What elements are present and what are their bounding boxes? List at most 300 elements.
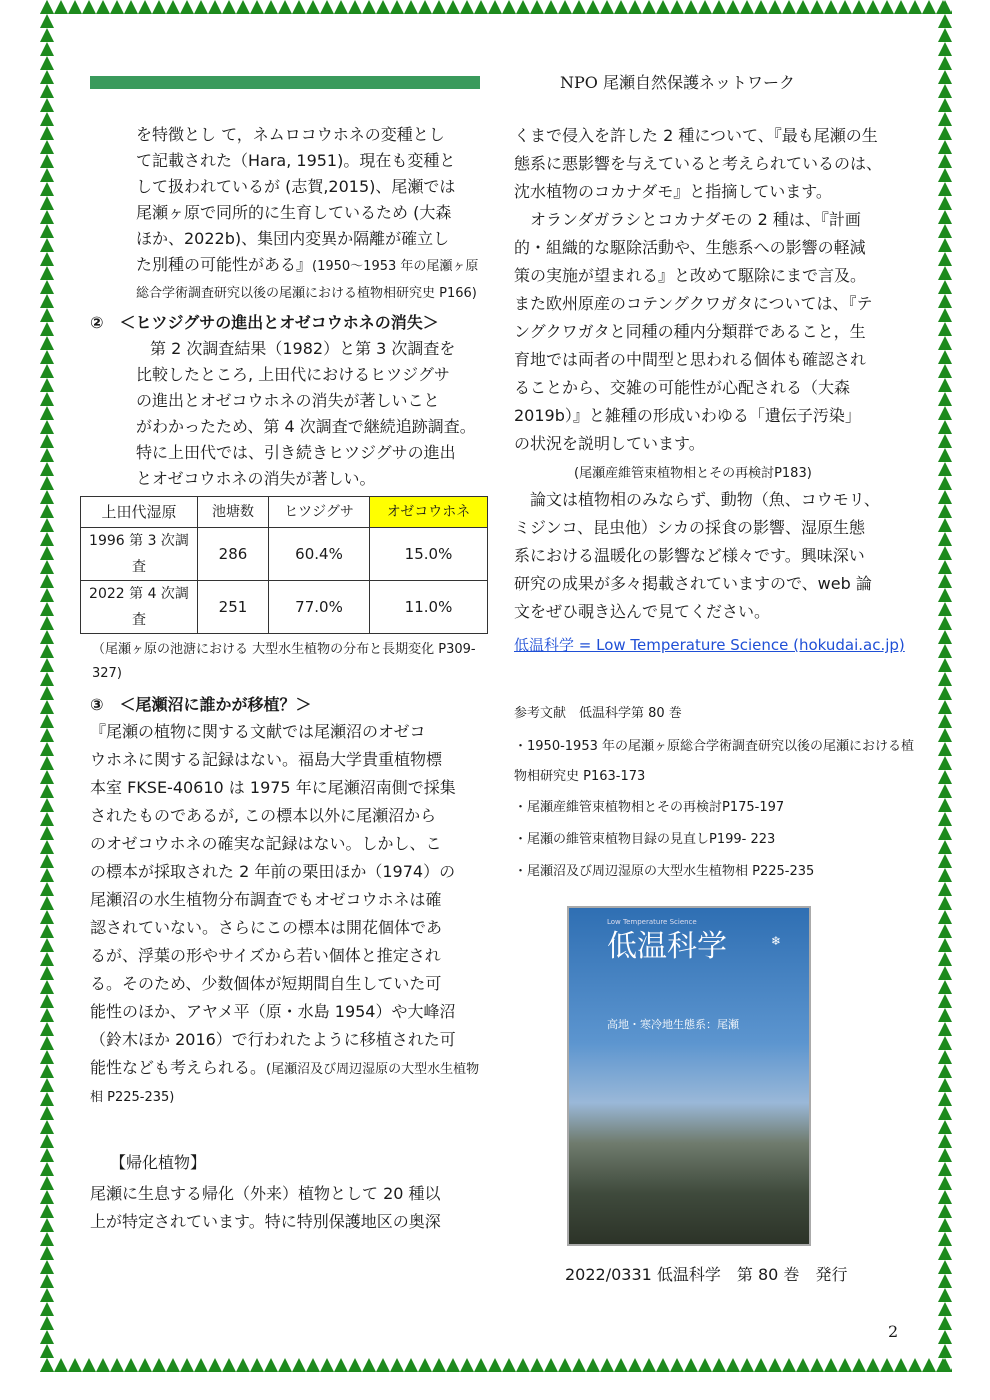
border-triangle	[320, 0, 334, 14]
border-triangle	[40, 1148, 54, 1162]
border-triangle	[938, 798, 952, 812]
border-triangle	[656, 1358, 670, 1372]
border-triangle	[40, 1064, 54, 1078]
border-triangle	[938, 1246, 952, 1260]
border-triangle	[600, 0, 614, 14]
border-triangle	[264, 1358, 278, 1372]
border-triangle	[40, 1358, 54, 1372]
border-triangle	[810, 0, 824, 14]
border-triangle	[938, 350, 952, 364]
border-triangle	[938, 826, 952, 840]
border-triangle	[558, 1358, 572, 1372]
border-triangle	[938, 742, 952, 756]
border-triangle	[40, 42, 54, 56]
border-triangle	[938, 182, 952, 196]
border-triangle	[362, 1358, 376, 1372]
left-p4: 尾瀬に生息する帰化（外来）植物として 20 種以 上が特定されています。特に特別保護地区の奥深	[90, 1184, 441, 1231]
border-triangle	[40, 168, 54, 182]
border-triangle	[938, 910, 952, 924]
border-triangle	[938, 560, 952, 574]
border-triangle	[502, 0, 516, 14]
list-item: ・尾瀬の維管束植物目録の見直しP199- 223	[514, 832, 776, 847]
border-triangle	[530, 0, 544, 14]
border-triangle	[938, 266, 952, 280]
border-triangle	[348, 1358, 362, 1372]
table-citation: （尾瀬ヶ原の池溏における 大型水生植物の分布と長期変化 P309-327)	[92, 642, 476, 681]
border-triangle	[40, 1330, 54, 1344]
border-triangle	[40, 560, 54, 574]
border-triangle	[938, 980, 952, 994]
border-triangle	[40, 784, 54, 798]
border-triangle	[446, 1358, 460, 1372]
border-triangle	[938, 1120, 952, 1134]
border-triangle	[138, 1358, 152, 1372]
border-triangle	[938, 126, 952, 140]
border-triangle	[938, 1036, 952, 1050]
border-triangle	[306, 1358, 320, 1372]
border-triangle	[40, 1036, 54, 1050]
border-triangle	[938, 0, 952, 14]
page-number: 2	[888, 1322, 899, 1341]
cover-english-title: Low Temperature Science	[607, 918, 697, 926]
border-triangle	[938, 1162, 952, 1176]
border-triangle	[938, 140, 952, 154]
border-triangle	[54, 0, 68, 14]
border-triangle	[908, 0, 922, 14]
border-triangle	[40, 378, 54, 392]
border-triangle	[908, 1358, 922, 1372]
border-triangle	[40, 1176, 54, 1190]
border-triangle	[544, 1358, 558, 1372]
section-heading-3: ③ ＜尾瀬沼に誰かが移植？＞	[90, 695, 312, 714]
border-triangle	[194, 1358, 208, 1372]
border-triangle	[938, 1358, 952, 1372]
border-triangle	[938, 1134, 952, 1148]
border-triangle	[880, 1358, 894, 1372]
border-triangle	[40, 70, 54, 84]
border-triangle	[938, 1050, 952, 1064]
border-triangle	[726, 1358, 740, 1372]
border-triangle	[40, 126, 54, 140]
border-triangle	[938, 1260, 952, 1274]
border-triangle	[40, 140, 54, 154]
border-triangle	[40, 1008, 54, 1022]
border-triangle	[40, 1344, 54, 1358]
border-triangle	[96, 1358, 110, 1372]
border-triangle	[40, 280, 54, 294]
border-triangle	[474, 1358, 488, 1372]
border-triangle	[938, 168, 952, 182]
border-triangle	[938, 728, 952, 742]
border-triangle	[40, 294, 54, 308]
border-triangle	[40, 84, 54, 98]
border-triangle	[938, 392, 952, 406]
top-border	[40, 0, 952, 14]
border-triangle	[40, 1120, 54, 1134]
border-triangle	[40, 224, 54, 238]
left-column	[90, 122, 490, 1236]
list-item: ・尾瀬産維管束植物相とその再検討P175-197	[514, 800, 785, 815]
references-title: 参考文献 低温科学第 80 巻	[514, 706, 682, 721]
border-triangle	[712, 1358, 726, 1372]
border-triangle	[938, 518, 952, 532]
border-triangle	[40, 574, 54, 588]
border-triangle	[938, 868, 952, 882]
border-triangle	[40, 966, 54, 980]
border-triangle	[642, 1358, 656, 1372]
survey-table	[80, 496, 488, 634]
border-triangle	[938, 364, 952, 378]
border-triangle	[938, 1190, 952, 1204]
border-triangle	[938, 840, 952, 854]
table-row: 2022 第 4 次調査 251 77.0% 11.0%	[81, 581, 488, 634]
border-triangle	[320, 1358, 334, 1372]
border-triangle	[40, 0, 54, 14]
border-triangle	[152, 1358, 166, 1372]
border-triangle	[938, 1302, 952, 1316]
border-triangle	[768, 0, 782, 14]
border-triangle	[938, 28, 952, 42]
border-triangle	[432, 0, 446, 14]
border-triangle	[40, 1316, 54, 1330]
border-triangle	[938, 1344, 952, 1358]
cover-title: 低温科学	[607, 929, 727, 964]
border-triangle	[628, 0, 642, 14]
border-triangle	[40, 896, 54, 910]
border-triangle	[938, 700, 952, 714]
border-triangle	[460, 0, 474, 14]
border-triangle	[938, 924, 952, 938]
border-triangle	[40, 1022, 54, 1036]
border-triangle	[938, 252, 952, 266]
border-triangle	[684, 1358, 698, 1372]
border-triangle	[418, 0, 432, 14]
border-triangle	[938, 98, 952, 112]
border-triangle	[938, 616, 952, 630]
border-triangle	[40, 952, 54, 966]
border-triangle	[922, 0, 936, 14]
border-triangle	[938, 154, 952, 168]
border-triangle	[40, 98, 54, 112]
border-triangle	[838, 1358, 852, 1372]
border-triangle	[40, 336, 54, 350]
border-triangle	[40, 196, 54, 210]
border-triangle	[938, 658, 952, 672]
border-triangle	[236, 0, 250, 14]
border-triangle	[474, 0, 488, 14]
border-triangle	[938, 336, 952, 350]
border-triangle	[938, 602, 952, 616]
border-triangle	[82, 0, 96, 14]
border-triangle	[586, 1358, 600, 1372]
border-triangle	[40, 28, 54, 42]
border-triangle	[110, 0, 124, 14]
border-triangle	[40, 448, 54, 462]
border-triangle	[938, 1288, 952, 1302]
border-triangle	[306, 0, 320, 14]
border-triangle	[938, 42, 952, 56]
header-org: NPO 尾瀬自然保護ネットワーク	[560, 73, 795, 92]
border-triangle	[40, 420, 54, 434]
border-triangle	[152, 0, 166, 14]
border-triangle	[40, 1232, 54, 1246]
border-triangle	[938, 1106, 952, 1120]
border-triangle	[40, 406, 54, 420]
cover-caption: 2022/0331 低温科学 第 80 巻 発行	[565, 1265, 848, 1284]
border-triangle	[40, 14, 54, 28]
border-triangle	[614, 1358, 628, 1372]
border-triangle	[938, 84, 952, 98]
border-triangle	[938, 812, 952, 826]
border-triangle	[558, 0, 572, 14]
border-triangle	[586, 0, 600, 14]
border-triangle	[824, 0, 838, 14]
border-triangle	[572, 1358, 586, 1372]
border-triangle	[40, 1302, 54, 1316]
border-triangle	[40, 392, 54, 406]
border-triangle	[180, 1358, 194, 1372]
border-triangle	[40, 1288, 54, 1302]
border-triangle	[194, 0, 208, 14]
border-triangle	[938, 56, 952, 70]
left-p2: 第 2 次調査結果（1982）と第 3 次調査を 比較したところ, 上田代におけるヒツジグサ の進出とオゼコウホネの消失が著しいこと がわかったため、第 4 次調査で継続追跡調査。 特に上田代では、引き続きヒツジグサの進出 とオゼコウホネの消失が著しい。	[136, 339, 476, 488]
border-triangle	[40, 910, 54, 924]
border-triangle	[390, 1358, 404, 1372]
border-triangle	[82, 1358, 96, 1372]
border-triangle	[684, 0, 698, 14]
border-triangle	[938, 378, 952, 392]
border-triangle	[938, 70, 952, 84]
border-triangle	[40, 672, 54, 686]
border-triangle	[110, 1358, 124, 1372]
border-triangle	[938, 672, 952, 686]
border-triangle	[938, 196, 952, 210]
border-triangle	[40, 840, 54, 854]
border-triangle	[796, 0, 810, 14]
border-triangle	[418, 1358, 432, 1372]
border-triangle	[40, 1218, 54, 1232]
border-triangle	[938, 224, 952, 238]
border-triangle	[40, 182, 54, 196]
border-triangle	[938, 476, 952, 490]
border-triangle	[938, 420, 952, 434]
border-triangle	[642, 0, 656, 14]
border-triangle	[40, 658, 54, 672]
border-triangle	[292, 0, 306, 14]
border-triangle	[938, 896, 952, 910]
border-triangle	[40, 308, 54, 322]
border-triangle	[838, 0, 852, 14]
section-heading-2: ② ＜ヒツジグサの進出とオゼコウホネの消失＞	[90, 313, 439, 332]
border-triangle	[516, 0, 530, 14]
border-triangle	[938, 882, 952, 896]
border-triangle	[54, 1358, 68, 1372]
border-triangle	[124, 1358, 138, 1372]
bottom-border	[40, 1358, 952, 1372]
right-border	[938, 0, 952, 1372]
border-triangle	[938, 322, 952, 336]
right-column	[514, 122, 914, 888]
border-triangle	[40, 1204, 54, 1218]
border-triangle	[938, 308, 952, 322]
border-triangle	[40, 994, 54, 1008]
border-triangle	[938, 1330, 952, 1344]
border-triangle	[40, 518, 54, 532]
border-triangle	[938, 938, 952, 952]
border-triangle	[40, 812, 54, 826]
border-triangle	[40, 1092, 54, 1106]
border-triangle	[796, 1358, 810, 1372]
border-triangle	[938, 294, 952, 308]
border-triangle	[40, 616, 54, 630]
border-triangle	[362, 0, 376, 14]
border-triangle	[922, 1358, 936, 1372]
border-triangle	[334, 1358, 348, 1372]
low-temperature-science-link[interactable]: 低温科学 = Low Temperature Science (hokudai.ac.jp)	[514, 636, 905, 654]
border-triangle	[40, 1190, 54, 1204]
border-triangle	[726, 0, 740, 14]
border-triangle	[68, 1358, 82, 1372]
border-triangle	[938, 448, 952, 462]
left-p3: 『尾瀬の植物に関する文献では尾瀬沼のオゼコ ウホネに関する記録はない。福島大学貴重植物標 本室 FKSE-40610 は 1975 年に尾瀬沼南側で採集 されたものであるが, この標本以外に尾瀬沼から のオゼコウホネの確実な記録はない。しかし、こ の標本が採取された 2 年前の栗田ほか（1974）の 尾瀬沼の水生植物分布調査でもオゼコウホネは確 認されていない。さらにこの標本は開花個体であ るが、浮葉の形やサイズから若い個体と推定され る。そのため、少数個体が短期間自生していた可 能性のほか、アヤメ平（原・水島 1954）や大峰沼 （鈴木ほか 2016）で行われたように移植された可 能性なども考えられる。(尾瀬沼及び周辺湿原の大型水生植物相 P225-235)	[90, 722, 480, 1105]
border-triangle	[670, 1358, 684, 1372]
border-triangle	[938, 280, 952, 294]
references-list	[514, 732, 914, 888]
right-p1-cite: (尾瀬産維管束植物相とその再検討P183)	[574, 466, 812, 481]
border-triangle	[40, 742, 54, 756]
border-triangle	[40, 1134, 54, 1148]
border-triangle	[264, 0, 278, 14]
border-triangle	[852, 0, 866, 14]
border-triangle	[376, 1358, 390, 1372]
border-triangle	[938, 462, 952, 476]
border-triangle	[810, 1358, 824, 1372]
border-triangle	[40, 154, 54, 168]
border-triangle	[938, 784, 952, 798]
border-triangle	[208, 1358, 222, 1372]
border-triangle	[670, 0, 684, 14]
border-triangle	[754, 1358, 768, 1372]
border-triangle	[488, 1358, 502, 1372]
snowflake-icon: ❄	[771, 934, 782, 948]
border-triangle	[40, 588, 54, 602]
border-triangle	[166, 0, 180, 14]
border-triangle	[782, 1358, 796, 1372]
border-triangle	[222, 1358, 236, 1372]
border-triangle	[544, 0, 558, 14]
right-p2: 論文は植物相のみならず、動物（魚、コウモリ、 ミジンコ、昆虫他）シカの採食の影響、湿原生態 系における温暖化の影響など様々です。興味深い 研究の成果が多々掲載されていますので、web 論 文をぜひ覗き込んで見てください。	[514, 490, 880, 621]
left-border	[40, 0, 54, 1372]
border-triangle	[938, 1204, 952, 1218]
table-header-row: 上田代湿原 池塘数 ヒツジグサ オゼコウホネ	[81, 497, 488, 528]
border-triangle	[40, 798, 54, 812]
border-triangle	[40, 854, 54, 868]
border-triangle	[938, 238, 952, 252]
border-triangle	[278, 0, 292, 14]
border-triangle	[40, 1260, 54, 1274]
border-triangle	[180, 0, 194, 14]
border-triangle	[938, 504, 952, 518]
border-triangle	[938, 406, 952, 420]
border-triangle	[938, 966, 952, 980]
border-triangle	[40, 1246, 54, 1260]
border-triangle	[530, 1358, 544, 1372]
border-triangle	[40, 770, 54, 784]
left-p1: を特徴とし て，ネムロコウホネの変種とし て記載された（Hara, 1951)。現在も変種と して扱われているが (志賀,2015)、尾瀬では 尾瀬ヶ原で同所的に生育しているため (大森 ほか、2022b)、集団内変異か隔離が確立し た別種の可能性がある』(1950～1953 年の尾瀬ヶ原総合学術調査研究以後の尾瀬における植物相研究史 P166)	[136, 125, 479, 301]
border-triangle	[938, 1078, 952, 1092]
border-triangle	[938, 714, 952, 728]
border-triangle	[40, 350, 54, 364]
border-triangle	[852, 1358, 866, 1372]
border-triangle	[40, 602, 54, 616]
cover-subtitle: 高地・寒冷地生態系：尾瀬	[607, 1018, 739, 1031]
border-triangle	[292, 1358, 306, 1372]
border-triangle	[488, 0, 502, 14]
border-triangle	[208, 0, 222, 14]
border-triangle	[40, 238, 54, 252]
border-triangle	[124, 0, 138, 14]
border-triangle	[250, 0, 264, 14]
left-p1-cite: (1950～1953 年の尾瀬ヶ原総合学術調査研究以後の尾瀬における植物相研究史 P166)	[136, 259, 479, 301]
border-triangle	[938, 644, 952, 658]
border-triangle	[938, 1176, 952, 1190]
border-triangle	[404, 1358, 418, 1372]
border-triangle	[40, 266, 54, 280]
border-triangle	[40, 476, 54, 490]
border-triangle	[712, 0, 726, 14]
border-triangle	[938, 756, 952, 770]
border-triangle	[938, 532, 952, 546]
border-triangle	[222, 0, 236, 14]
border-triangle	[938, 434, 952, 448]
border-triangle	[740, 0, 754, 14]
journal-cover-image	[567, 906, 811, 1246]
table-row: 1996 第 3 次調査 286 60.4% 15.0%	[81, 528, 488, 581]
border-triangle	[938, 1008, 952, 1022]
border-triangle	[40, 868, 54, 882]
border-triangle	[768, 1358, 782, 1372]
border-triangle	[572, 0, 586, 14]
border-triangle	[938, 1274, 952, 1288]
border-triangle	[40, 1274, 54, 1288]
border-triangle	[938, 1232, 952, 1246]
border-triangle	[40, 434, 54, 448]
border-triangle	[600, 1358, 614, 1372]
border-triangle	[40, 728, 54, 742]
border-triangle	[938, 854, 952, 868]
border-triangle	[40, 756, 54, 770]
border-triangle	[698, 1358, 712, 1372]
border-triangle	[40, 630, 54, 644]
border-triangle	[40, 252, 54, 266]
border-triangle	[628, 1358, 642, 1372]
border-triangle	[938, 574, 952, 588]
border-triangle	[40, 56, 54, 70]
border-triangle	[938, 112, 952, 126]
border-triangle	[40, 700, 54, 714]
border-triangle	[40, 1050, 54, 1064]
border-triangle	[40, 364, 54, 378]
border-triangle	[68, 0, 82, 14]
border-triangle	[40, 210, 54, 224]
border-triangle	[40, 504, 54, 518]
border-triangle	[138, 0, 152, 14]
border-triangle	[938, 546, 952, 560]
border-triangle	[40, 826, 54, 840]
border-triangle	[40, 938, 54, 952]
border-triangle	[698, 0, 712, 14]
border-triangle	[516, 1358, 530, 1372]
